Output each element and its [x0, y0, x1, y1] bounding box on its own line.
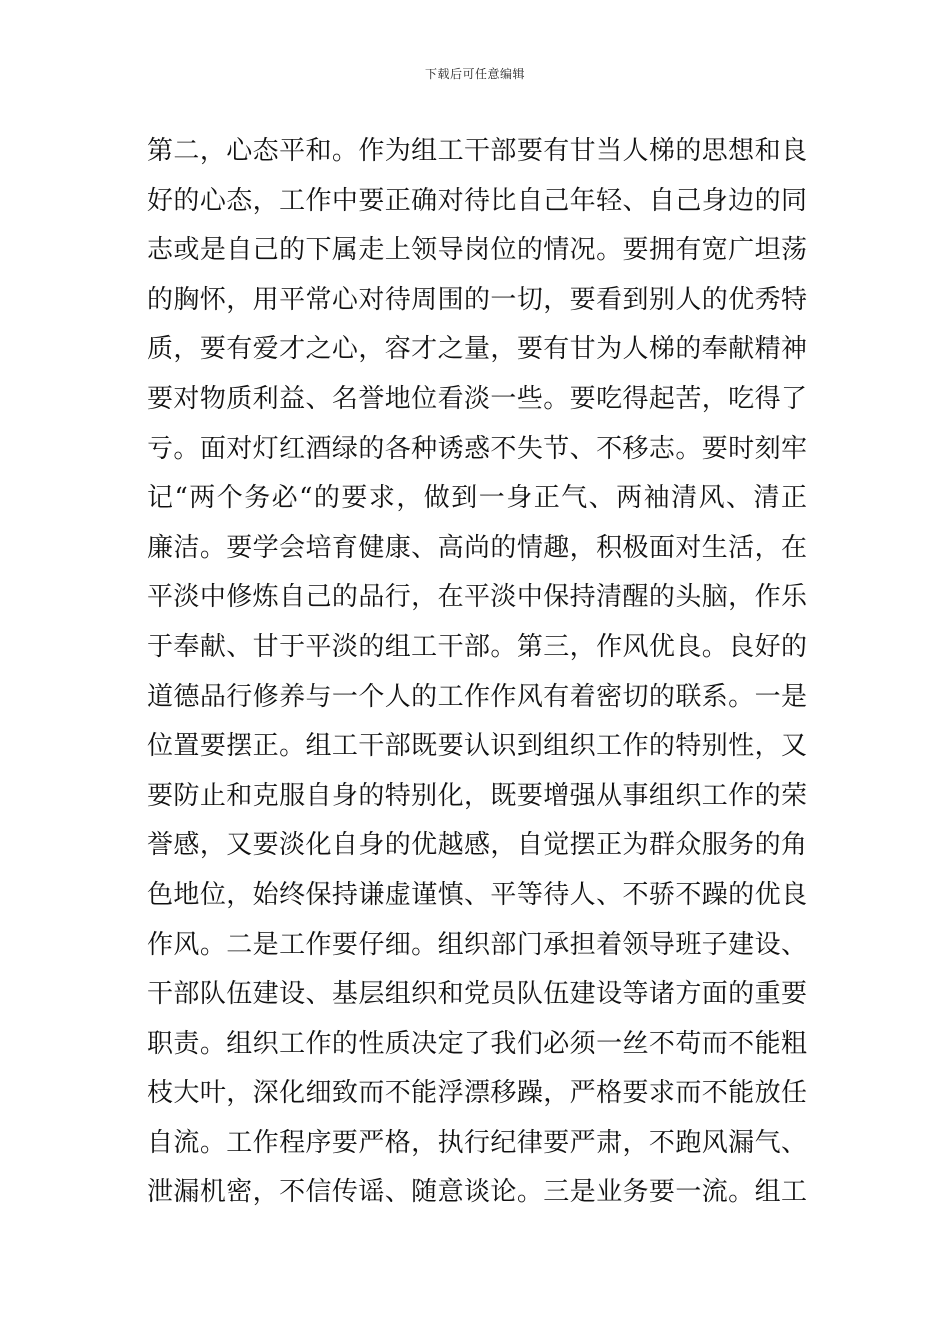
text-line: 职责。组织工作的性质决定了我们必须一丝不苟而不能粗 — [147, 1028, 807, 1059]
page-header-note: 下载后可任意编辑 — [424, 67, 525, 81]
text-line: 的胸怀，用平常心对待周围的一切，要看到别人的优秀特 — [147, 284, 807, 315]
text-line: 平淡中修炼自己的品行，在平淡中保持清醒的头脑，作乐 — [147, 582, 807, 613]
text-line: 记“两个务必“的要求，做到一身正气、两袖清风、清正 — [147, 483, 807, 514]
text-line: 誉感，又要淡化自身的优越感，自觉摆正为群众服务的角 — [147, 830, 807, 861]
text-line: 第二，心态平和。作为组工干部要有甘当人梯的思想和良 — [147, 136, 807, 166]
text-line: 位置要摆正。组工干部既要认识到组织工作的特别性，又 — [147, 731, 807, 762]
text-line: 于奉献、甘于平淡的组工干部。第三，作风优良。良好的 — [147, 631, 807, 662]
text-line: 志或是自己的下属走上领导岗位的情况。要拥有宽广坦荡 — [147, 235, 807, 266]
text-line: 干部队伍建设、基层组织和党员队伍建设等诸方面的重要 — [147, 979, 807, 1010]
text-line: 好的心态，工作中要正确对待比自己年轻、自己身边的同 — [147, 185, 807, 216]
text-line: 枝大叶，深化细致而不能浮漂移躁，严格要求而不能放任 — [147, 1078, 807, 1109]
text-line: 色地位，始终保持谦虚谨慎、平等待人、不骄不躁的优良 — [147, 879, 807, 910]
text-line: 要防止和克服自身的特别化，既要增强从事组织工作的荣 — [147, 780, 807, 811]
text-line: 亏。面对灯红酒绿的各种诱惑不失节、不移志。要时刻牢 — [147, 433, 807, 464]
text-line: 泄漏机密，不信传谣、随意谈论。三是业务要一流。组工 — [147, 1177, 807, 1208]
text-line: 作风。二是工作要仔细。组织部门承担着领导班子建设、 — [147, 929, 807, 960]
text-line: 自流。工作程序要严格，执行纪律要严肃，不跑风漏气、 — [147, 1127, 807, 1158]
document-body — [147, 127, 807, 1218]
text-line: 要对物质利益、名誉地位看淡一些。要吃得起苦，吃得了 — [147, 383, 807, 414]
text-line: 廉洁。要学会培育健康、高尚的情趣，积极面对生活，在 — [147, 532, 807, 563]
text-line: 质，要有爱才之心，容才之量，要有甘为人梯的奉献精神 — [147, 334, 807, 365]
text-line: 道德品行修养与一个人的工作作风有着密切的联系。一是 — [147, 681, 807, 712]
